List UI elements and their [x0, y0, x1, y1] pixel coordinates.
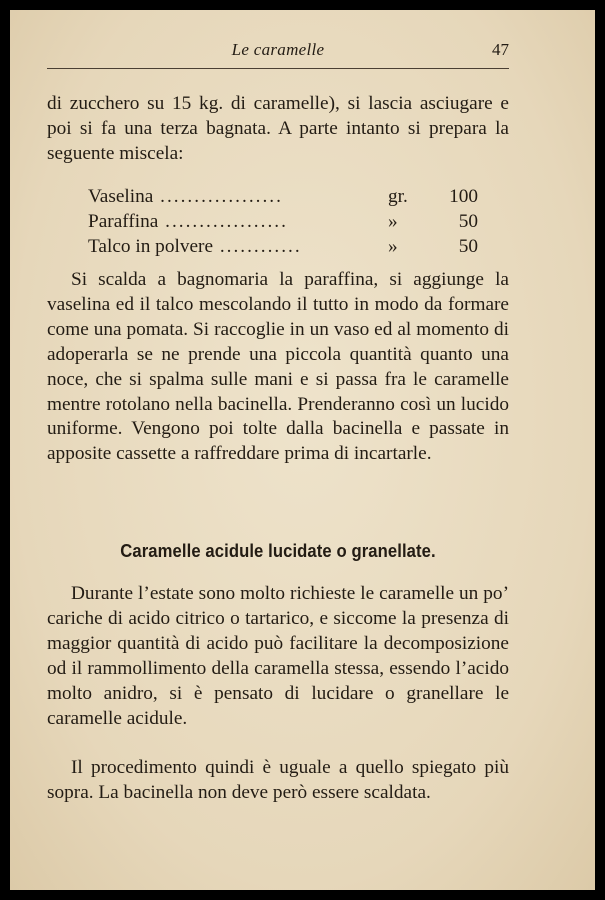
paragraph-text: Si scalda a bagnomaria la paraffina, si aggiunge la vaselina ed il talco mescolando il tutto in modo da formare come una pomata. Si raccoglie in un vaso ed al momento di adoperarla se ne prende una piccola quantità quanto una noce, che si spalma sulle mani e si passa fra le caramelle mentre rotolano nella bacinella. Prenderanno così un lucido uniforme. Vengono poi tolte dalla bacinella e passate in apposite cassette a raffreddare prima di incartarle. — [47, 269, 509, 465]
running-title: Le caramelle — [231, 40, 325, 59]
recipe-table — [88, 185, 478, 260]
leader-dots: .................. — [158, 210, 288, 232]
book-page — [10, 10, 595, 890]
recipe-quantity: 50 — [458, 235, 478, 257]
recipe-ingredient-cell — [88, 210, 398, 235]
page-number: 47 — [492, 40, 509, 59]
leader-dots: ............ — [213, 235, 302, 257]
recipe-ingredient-cell — [88, 235, 398, 260]
paragraph-summer — [47, 582, 509, 731]
recipe-unit: » — [388, 210, 398, 232]
paragraph-text: Il procedimento quindi è uguale a quello spiegato più sopra. La bacinella non deve però essere scaldata. — [47, 757, 509, 803]
recipe-unit: gr. — [388, 186, 408, 207]
recipe-unit: » — [388, 235, 398, 257]
paragraph-procedure — [47, 756, 509, 806]
recipe-row — [88, 210, 478, 235]
recipe-ingredient-cell — [88, 185, 398, 210]
recipe-quantity: 50 — [458, 210, 478, 232]
recipe-row — [88, 185, 478, 210]
recipe-ingredient: Paraffina — [88, 210, 159, 232]
recipe-quantity: 100 — [449, 186, 478, 207]
paragraph-text: di zucchero su 15 kg. di caramelle), si lascia asciugare e poi si fa una terza bagnata. A parte intanto si prepara la seguente miscela: — [47, 93, 509, 164]
recipe-row — [88, 235, 478, 260]
paragraph-continuation — [47, 92, 509, 167]
page-header — [47, 38, 509, 69]
section-heading: Caramelle acidule lucidate o granellate. — [120, 540, 436, 561]
paragraph-text: Durante l’estate sono molto richieste le caramelle un po’ cariche di acido citrico o tartarico, e siccome la presenza di maggior quantità di acido può facilitare la decomposizione od il rammollimento della caramella stessa, essendo l’acido molto anidro, si è pensato di lucidare o granellare le caramelle acidule. — [47, 583, 509, 729]
recipe-ingredient: Vaselina — [88, 186, 154, 207]
recipe-ingredient: Talco in polvere — [88, 235, 213, 257]
paragraph-instructions — [47, 268, 509, 467]
leader-dots: .................. — [153, 186, 283, 207]
